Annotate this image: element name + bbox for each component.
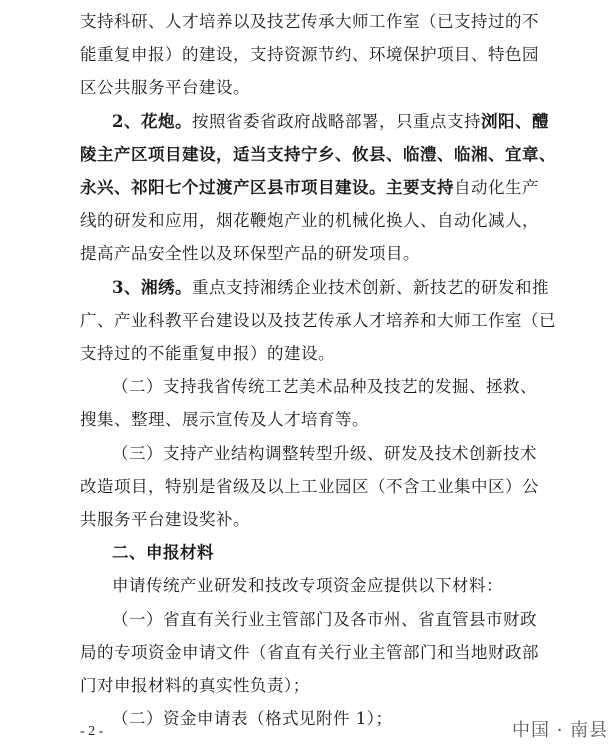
fireworks-region-text: 浏阳、醴 [480,112,549,131]
paragraph-2-line-4: 线的研发和应用，烟花鞭炮产业的机械化换人、自动化减人， [80,211,539,230]
paragraph-5-line-3: 共服务平台建设奖补。 [80,510,250,529]
paragraph-3-line-2: 广、产业科教平台建设以及技艺传承人才培养和大师工作室（已 [80,311,556,330]
paragraph-2-line-5: 提高产品安全性以及环保型产品的研发项目。 [80,244,420,263]
paragraph-7-line-3: 门对申报材料的真实性负责）； [80,676,310,695]
paragraph-2-line-1 [112,114,549,131]
paragraph-3-line-3: 支持过的不能重复申报）的建设。 [80,344,335,363]
paragraph-2-line-3 [80,180,539,197]
paragraph-8-line-1: （二）资金申请表（格式见附件 1）； [112,709,393,728]
paragraph-4-line-1: （二）支持我省传统工艺美术品种及技艺的发掘、拯救、 [112,377,537,396]
fireworks-heading: 2、花炮。 [112,112,192,131]
paragraph-3-line-1 [112,280,549,297]
paragraph-1-line-1: 支持科研、人才培养以及技艺传承大师工作室（已支持过的不 [80,12,539,31]
paragraph-7-line-1: （一）省直有关行业主管部门及各市州、省直管县市财政 [112,610,537,629]
embroidery-heading: 3、湘绣。 [112,278,192,297]
watermark-logo-text: 中国 · 南县 [512,720,609,741]
section-heading: 二、申报材料 [112,543,214,562]
paragraph-5-line-2: 改造项目，特别是省级及以上工业园区（不含工业集中区）公 [80,477,539,496]
fireworks-intro-text: 按照省委省政府战略部署，只重点支持 [191,112,481,131]
embroidery-intro-text: 重点支持湘绣企业技术创新、新技艺的研发和推 [191,278,549,297]
fireworks-support-text: 自动化生产 [454,178,539,197]
page-number: - 2 - [80,724,104,739]
paragraph-1-line-2: 能重复申报）的建设，支持资源节约、环境保护项目、特色园 [80,45,539,64]
paragraph-5-line-1: （三）支持产业结构调整转型升级、研发及技术创新技术 [112,444,537,463]
paragraph-1-line-3: 区公共服务平台建设。 [80,78,250,97]
paragraph-7-line-2: 局的专项资金申请文件（省直有关行业主管部门和当地财政部 [80,643,539,662]
paragraph-4-line-2: 搜集、整理、展示宣传及人才培育等。 [80,410,369,429]
paragraph-6-line-1: 申请传统产业研发和技改专项资金应提供以下材料： [112,576,503,595]
fireworks-counties-text: 永兴、祁阳七个过渡产区县市项目建设。主要支持 [80,178,454,197]
paragraph-2-line-2: 陵主产区项目建设，适当支持宁乡、攸县、临澧、临湘、宜章、 [80,145,556,164]
